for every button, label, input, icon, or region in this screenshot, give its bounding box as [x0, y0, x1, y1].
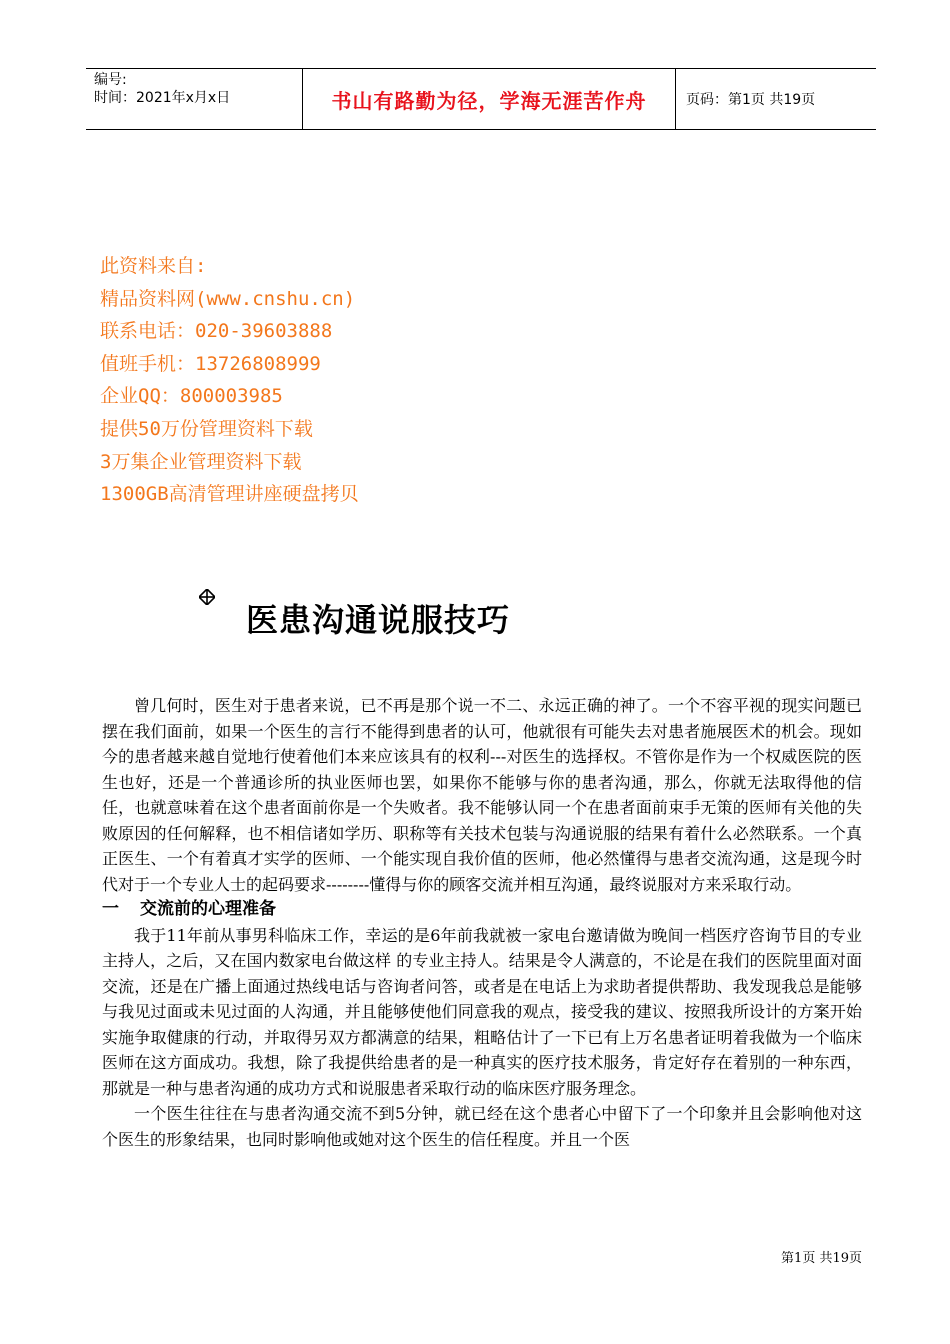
document-title: 医患沟通说服技巧: [246, 601, 511, 639]
body-paragraph: 一个医生往往在与患者沟通交流不到5分钟，就已经在这个患者心中留下了一个印象并且会影响他对这个医生的形象结果，也同时影响他或她对这个医生的信任程度。并且一个医: [102, 1104, 862, 1149]
header-motto: 书山有路勤为径，学海无涯苦作舟: [303, 69, 676, 129]
time-label: 时间：2021年x月x日: [94, 90, 231, 106]
source-info-block: [100, 250, 359, 511]
diamond-bullet-icon: [199, 589, 215, 605]
section-title: 交流前的心理准备: [140, 899, 276, 919]
source-line: 精品资料网(www.cnshu.cn): [100, 287, 356, 310]
source-line: 提供50万份管理资料下载: [100, 417, 313, 440]
header-meta-cell: [86, 69, 303, 129]
source-line: 值班手机：13726808999: [100, 352, 321, 375]
number-label: 编号:: [94, 72, 127, 88]
source-line: 此资料来自:: [100, 255, 207, 277]
source-line: 3万集企业管理资料下载: [100, 450, 302, 473]
section-number: 一: [102, 899, 119, 919]
header-page-info: 页码：第1页 共19页: [686, 92, 816, 108]
section-heading: [102, 897, 862, 923]
source-line: 企业QQ：800003985: [100, 385, 283, 408]
header-table: [86, 68, 876, 130]
source-line: 1300GB高清管理讲座硬盘拷贝: [100, 483, 359, 506]
source-line: 联系电话：020-39603888: [100, 320, 333, 343]
body-paragraph: 我于11年前从事男科临床工作，幸运的是6年前我就被一家电台邀请做为晚间一档医疗咨询节目的专业主持人，之后，又在国内数家电台做这样 的专业主持人。结果是令人满意的，不论是在我们的医院里面对面交流，还是在广播上面通过热线电话与咨询者问答，或者是在电话上为求助者提供帮助、我发现我总是能够与我见过面或未见过面的人沟通，并且能够使他们同意我的观点，接受我的建议、按照我所设计的方案开始实施争取健康的行动，并取得另双方都满意的结果，粗略估计了一下已有上万名患者证明着我做为一个临床医师在这方面成功。我想，除了我提供给患者的是一种真实的医疗技术服务，肯定好存在着别的一种东西，那就是一种与患者沟通的成功方式和说服患者采取行动的临床医疗服务理念。: [102, 925, 862, 1098]
intro-paragraph: 曾几何时，医生对于患者来说，已不再是那个说一不二、永远正确的神了。一个不容平视的现实问题已摆在我们面前，如果一个医生的言行不能得到患者的认可，他就很有可能失去对患者施展医术的机会。现如今的患者越来越自觉地行使着他们本来应该具有的权利---对医生的选择权。不管你是作为一个权威医院的医生也好，还是一个普通诊所的执业医师也罢，如果你不能够与你的患者沟通，那么，你就无法取得他的信任，也就意味着在这个患者面前你是一个失败者。我不能够认同一个在患者面前束手无策的医师有关他的失败原因的任何解释，也不相信诸如学历、职称等有关技术包装与沟通说服的结果有着什么必然联系。一个真正医生、一个有着真才实学的医师、一个能实现自我价值的医师，他必然懂得与患者交流沟通，这是现今时代对于一个专业人士的起码要求--------懂得与你的顾客交流并相互沟通，最终说服对方来采取行动。: [102, 696, 862, 894]
page-footer: 第1页 共19页: [781, 1251, 862, 1266]
document-body: [102, 693, 862, 1152]
